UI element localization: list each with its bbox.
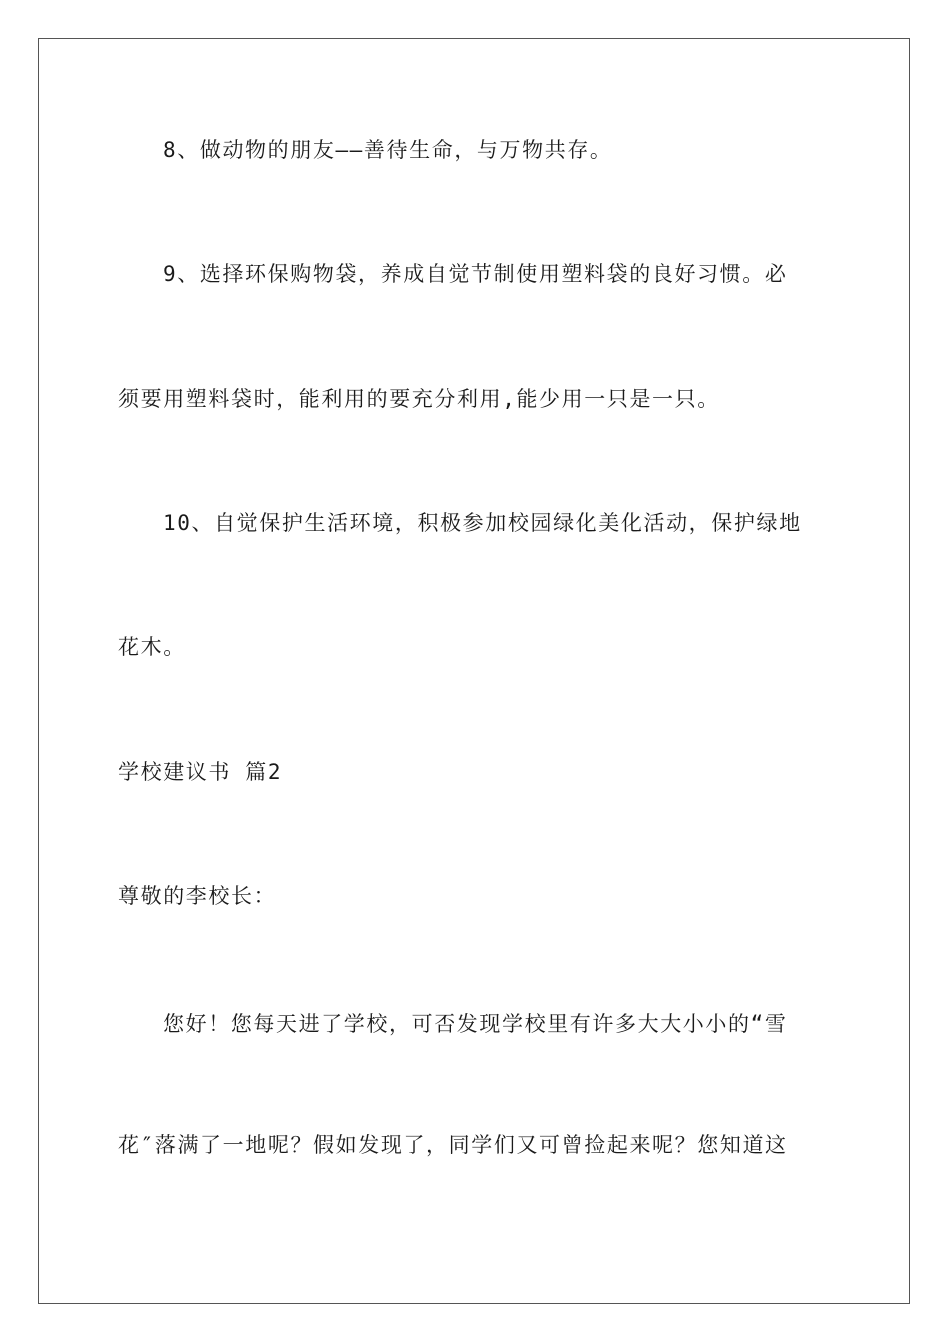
salutation: 尊敬的李校长： xyxy=(118,884,277,908)
body-paragraph-line-1: 您好！您每天进了学校，可否发现学校里有许多大大小小的“雪 xyxy=(163,1012,788,1036)
paragraph-item-9-line-2: 须要用塑料袋时，能利用的要充分利用,能少用一只是一只。 xyxy=(118,387,720,411)
body-paragraph-line-2: 花″落满了一地呢？假如发现了，同学们又可曾捡起来呢？您知道这 xyxy=(118,1133,788,1157)
paragraph-item-9-line-1: 9、选择环保购物袋，养成自觉节制使用塑料袋的良好习惯。必 xyxy=(163,262,788,286)
section-heading: 学校建议书 篇2 xyxy=(118,760,283,784)
page-border xyxy=(38,38,910,1304)
paragraph-item-8: 8、做动物的朋友——善待生命，与万物共存。 xyxy=(163,138,613,162)
paragraph-item-10-line-2: 花木。 xyxy=(118,635,186,659)
paragraph-item-10-line-1: 10、自觉保护生活环境，积极参加校园绿化美化活动，保护绿地 xyxy=(163,511,802,535)
